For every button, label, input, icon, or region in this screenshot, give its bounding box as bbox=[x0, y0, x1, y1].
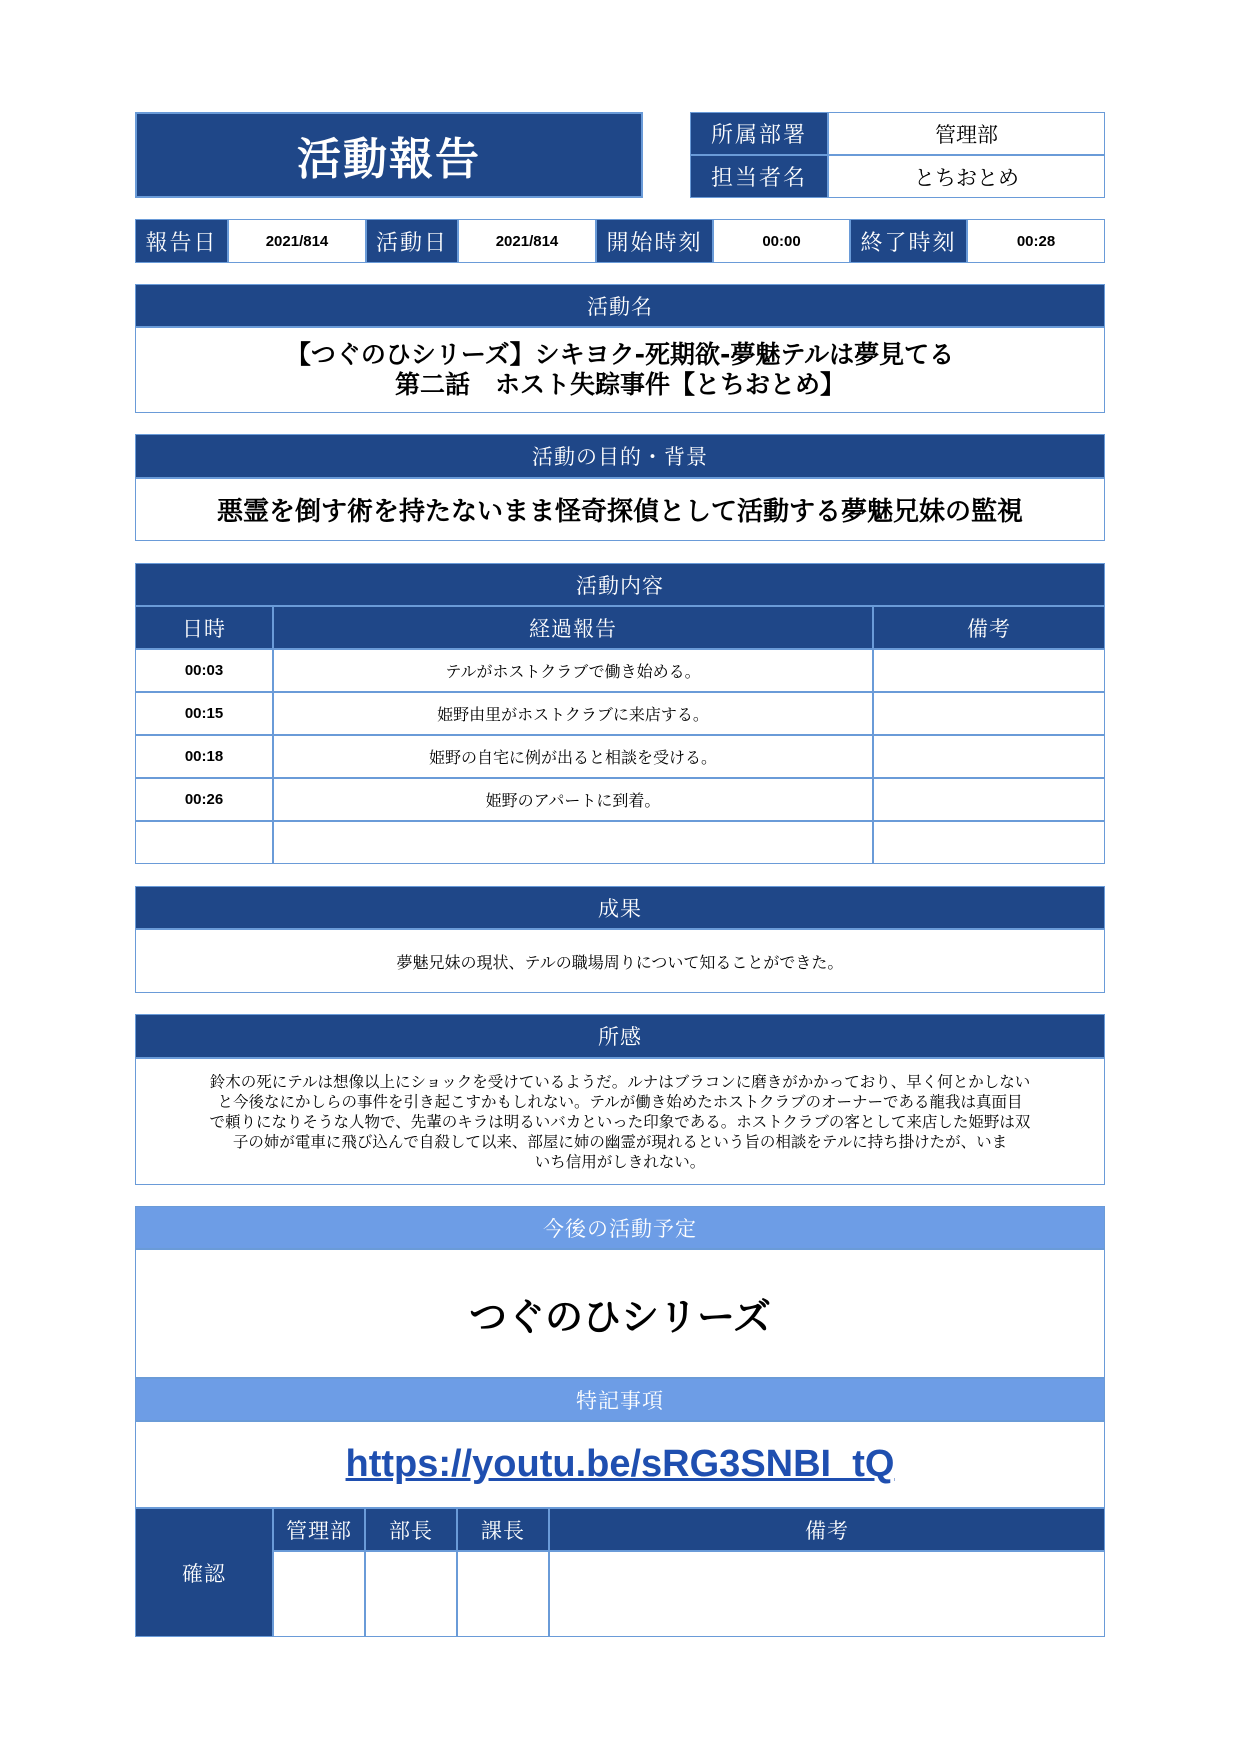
report-title-box bbox=[135, 112, 643, 198]
row-note bbox=[873, 735, 1105, 778]
confirm-col-note: 備考 bbox=[549, 1508, 1105, 1551]
report-title: 活動報告 bbox=[297, 134, 481, 185]
video-link[interactable]: https://youtu.be/sRG3SNBI_tQ bbox=[345, 1443, 895, 1485]
purpose-heading: 活動の目的・背景 bbox=[135, 434, 1105, 478]
row-time bbox=[135, 821, 273, 864]
purpose-text: 悪霊を倒す術を持たないまま怪奇探偵として活動する夢魅兄妹の監視 bbox=[135, 478, 1105, 541]
confirm-col-admin: 管理部 bbox=[273, 1508, 365, 1551]
impressions-line: と今後なにかしらの事件を引き起こすかもしれない。テルが働き始めたホストクラブのオーナーである龍我は真面目 bbox=[217, 1092, 1023, 1111]
row-report: テルがホストクラブで働き始める。 bbox=[273, 649, 873, 692]
column-header-note: 備考 bbox=[873, 606, 1105, 649]
row-time: 00:18 bbox=[135, 735, 273, 778]
confirm-note-field bbox=[549, 1551, 1105, 1637]
activity-name-heading: 活動名 bbox=[135, 284, 1105, 327]
person-label: 担当者名 bbox=[690, 155, 828, 198]
impressions-line: で頼りになりそうな人物で、先輩のキラは明るいバカといった印象である。ホストクラブの客として来店した姫野は双 bbox=[209, 1112, 1031, 1131]
notes-body bbox=[135, 1421, 1105, 1508]
end-time-value: 00:28 bbox=[967, 219, 1105, 263]
start-time-value: 00:00 bbox=[713, 219, 850, 263]
impressions-line: 鈴木の死にテルは想像以上にショックを受けているようだ。ルナはブラコンに磨きがかかっており、早く何とかしない bbox=[209, 1072, 1031, 1091]
person-value: とちおとめ bbox=[828, 155, 1105, 198]
column-header-report: 経過報告 bbox=[273, 606, 873, 649]
confirm-label: 確認 bbox=[135, 1508, 273, 1637]
end-time-label: 終了時刻 bbox=[850, 219, 967, 263]
row-time: 00:03 bbox=[135, 649, 273, 692]
impressions-line: いち信用がしきれない。 bbox=[534, 1152, 706, 1171]
impressions-line: 子の姉が電車に飛び込んで自殺して以来、部屋に姉の幽霊が現れるという旨の相談をテルに持ち掛けたが、いま bbox=[232, 1132, 1008, 1151]
department-value: 管理部 bbox=[828, 112, 1105, 155]
impressions-body bbox=[135, 1058, 1105, 1185]
activity-name-line1: 【つぐのひシリーズ】シキヨク-死期欲-夢魅テルは夢見てる bbox=[285, 340, 955, 369]
start-time-label: 開始時刻 bbox=[596, 219, 713, 263]
confirm-manager-stamp bbox=[457, 1551, 549, 1637]
row-time: 00:15 bbox=[135, 692, 273, 735]
report-date-value: 2021/814 bbox=[228, 219, 366, 263]
future-heading: 今後の活動予定 bbox=[135, 1206, 1105, 1249]
confirm-col-manager: 課長 bbox=[457, 1508, 549, 1551]
confirm-col-director: 部長 bbox=[365, 1508, 457, 1551]
row-report bbox=[273, 821, 873, 864]
confirm-director-stamp bbox=[365, 1551, 457, 1637]
report-date-label: 報告日 bbox=[135, 219, 228, 263]
confirm-admin-stamp bbox=[273, 1551, 365, 1637]
activity-name-body bbox=[135, 327, 1105, 413]
activity-date-value: 2021/814 bbox=[458, 219, 596, 263]
row-note bbox=[873, 692, 1105, 735]
column-header-time: 日時 bbox=[135, 606, 273, 649]
row-note bbox=[873, 778, 1105, 821]
row-report: 姫野由里がホストクラブに来店する。 bbox=[273, 692, 873, 735]
notes-heading: 特記事項 bbox=[135, 1378, 1105, 1421]
activity-content-heading: 活動内容 bbox=[135, 563, 1105, 606]
result-heading: 成果 bbox=[135, 886, 1105, 929]
row-note bbox=[873, 649, 1105, 692]
activity-name-line2: 第二話 ホスト失踪事件【とちおとめ】 bbox=[394, 370, 845, 399]
result-text: 夢魅兄妹の現状、テルの職場周りについて知ることができた。 bbox=[135, 929, 1105, 993]
row-report: 姫野の自宅に例が出ると相談を受ける。 bbox=[273, 735, 873, 778]
activity-date-label: 活動日 bbox=[366, 219, 458, 263]
row-report: 姫野のアパートに到着。 bbox=[273, 778, 873, 821]
row-time: 00:26 bbox=[135, 778, 273, 821]
row-note bbox=[873, 821, 1105, 864]
future-text: つぐのひシリーズ bbox=[135, 1249, 1105, 1378]
department-label: 所属部署 bbox=[690, 112, 828, 155]
impressions-heading: 所感 bbox=[135, 1014, 1105, 1058]
